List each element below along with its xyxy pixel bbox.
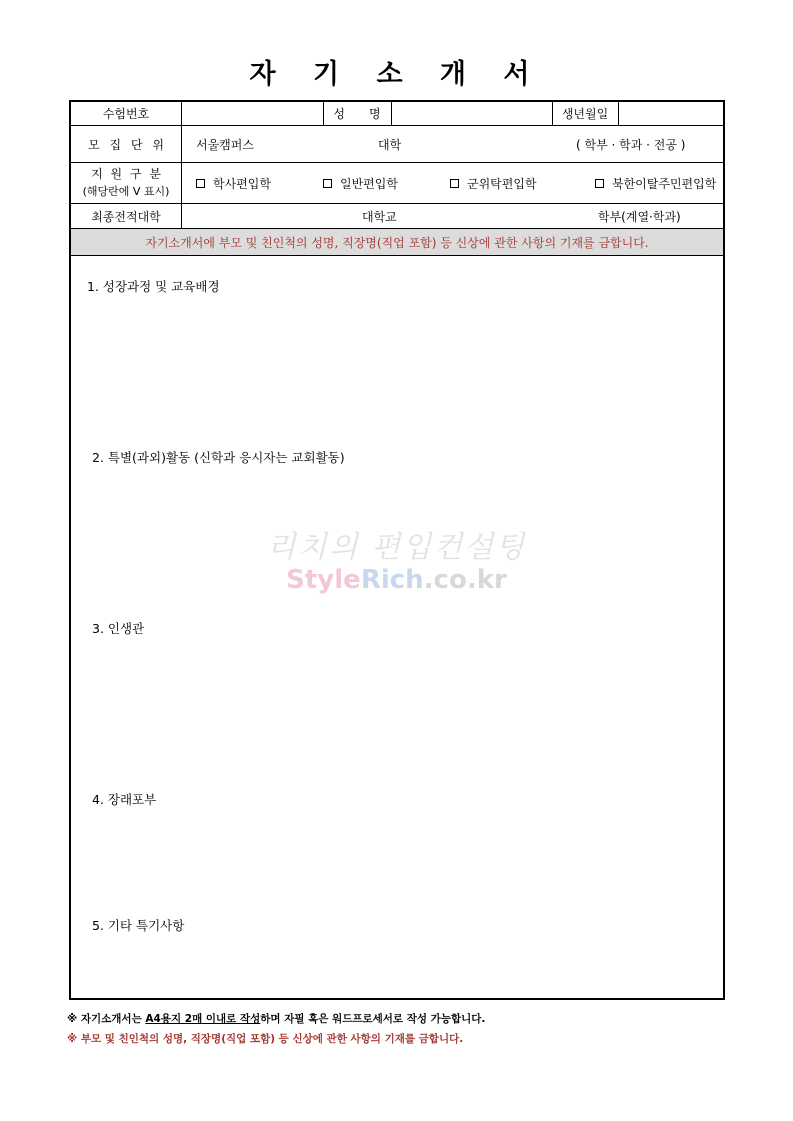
college-text: 대학 [378, 137, 402, 152]
checkbox-icon [450, 179, 459, 188]
page-title: 자 기 소 개 서 [249, 59, 544, 90]
footer-note-1: ※ 자기소개서는 A4용지 2매 이내로 작성하며 자필 혹은 워드프로세서로 작성 가능합니다. [67, 1013, 486, 1025]
watermark-brand: StyleRich.co.kr [286, 565, 507, 595]
watermark-korean: 리치의 편입컨설팅 [266, 530, 527, 565]
birth-label: 생년월일 [561, 107, 609, 121]
apply-type-label [71, 163, 181, 203]
dept-text: ( 학부 · 학과 · 전공 ) [576, 137, 686, 152]
checkbox-icon [323, 179, 332, 188]
row-last-school [71, 204, 723, 229]
section-3-heading: 3. 인생관 [92, 621, 145, 636]
apply-type-label-main: 지 원 구 분 [91, 167, 161, 181]
row-recruit-unit [71, 126, 723, 163]
section-5-heading: 5. 기타 특기사항 [92, 918, 185, 933]
major-text: 학부(계열·학과) [598, 209, 681, 224]
notice-text: 자기소개서에 부모 및 친인척의 성명, 직장명(직업 포함) 등 신상에 관한 사항의 기재를 금합니다. [145, 235, 649, 250]
birth-field[interactable] [619, 102, 723, 125]
name-field[interactable] [392, 102, 552, 125]
checkbox-icon [595, 179, 604, 188]
option-military[interactable]: 군위탁편입학 [450, 163, 537, 203]
checkbox-icon [196, 179, 205, 188]
exam-no-field[interactable] [182, 102, 323, 125]
campus-text: 서울캠퍼스 [196, 137, 254, 152]
last-school-label: 최종전적대학 [91, 209, 161, 224]
row-apply-type [71, 163, 723, 204]
university-text: 대학교 [362, 209, 397, 224]
name-label: 성 명 [333, 107, 381, 121]
apply-type-label-sub: (해당란에 V 표시) [82, 185, 170, 198]
row-basic-info [71, 102, 723, 126]
exam-no-label: 수험번호 [102, 107, 150, 121]
option-general[interactable]: 일반편입학 [323, 163, 398, 203]
option-defector[interactable]: 북한이탈주민편입학 [595, 163, 716, 203]
section-2-heading: 2. 특별(과외)활동 (신학과 응시자는 교회활동) [92, 450, 345, 465]
writing-area[interactable] [71, 256, 723, 998]
footer-note-2: ※ 부모 및 친인척의 성명, 직장명(직업 포함) 등 신상에 관한 사항의 기재를 금합니다. [67, 1033, 464, 1045]
section-1-heading: 1. 성장과정 및 교육배경 [87, 279, 220, 294]
option-bachelor[interactable]: 학사편입학 [196, 163, 271, 203]
section-4-heading: 4. 장래포부 [92, 792, 157, 807]
notice-row [71, 229, 723, 256]
unit-label: 모 집 단 위 [88, 137, 164, 152]
